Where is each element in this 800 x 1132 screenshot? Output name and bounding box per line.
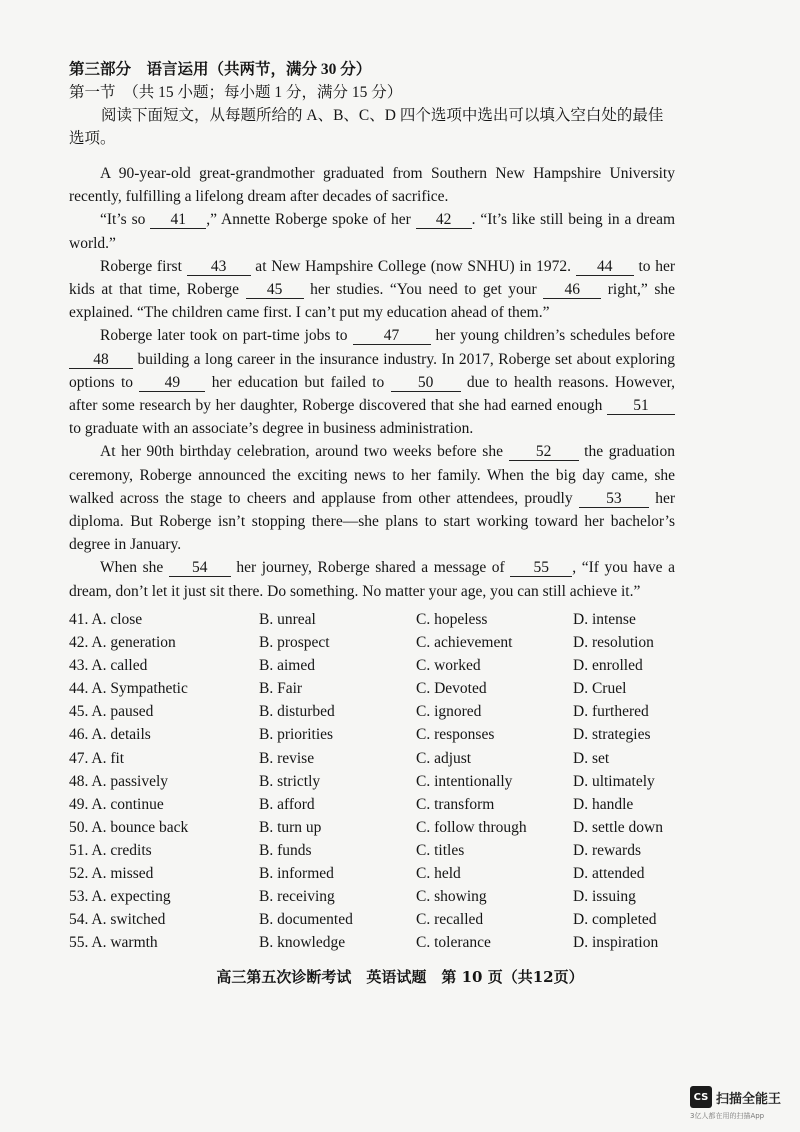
option-b: B. strictly <box>259 772 321 790</box>
question-row <box>69 773 689 796</box>
option-b: B. knowledge <box>259 934 346 952</box>
cloze-passage <box>69 162 675 603</box>
paragraph-5 <box>69 440 675 556</box>
question-row <box>69 703 689 726</box>
option-b: B. afford <box>259 795 315 813</box>
option-c: C. Devoted <box>416 680 487 698</box>
text: her diploma. But Roberge isn’t stopping there—she plans to start working toward her bachelor’s degree in January. <box>69 489 676 554</box>
text: ,” Annette Roberge spoke of her <box>206 211 416 229</box>
option-b: B. turn up <box>259 818 322 836</box>
blank-55: 55 <box>510 559 572 577</box>
option-b: B. aimed <box>259 657 315 675</box>
subsection-title: 第一节 （共 15 小题；每小题 1 分，满分 15 分） <box>69 84 403 101</box>
text: building a long career in the insurance industry. In 2017, Roberge set about exploring options to <box>69 350 675 391</box>
option-a: 50. A. bounce back <box>69 818 189 836</box>
blank-52: 52 <box>509 443 579 461</box>
blank-53: 53 <box>579 490 649 508</box>
paragraph-1 <box>69 162 675 208</box>
option-b: B. documented <box>259 911 353 929</box>
blank-41: 41 <box>150 211 206 229</box>
question-row <box>69 634 689 657</box>
option-d: D. completed <box>573 911 657 929</box>
option-d: D. settle down <box>573 818 663 836</box>
option-c: C. ignored <box>416 703 482 721</box>
text: her young children’s schedules before <box>430 327 675 345</box>
text: due to health reasons. However, after some research by her daughter, Roberge discovered that she had earned enough <box>69 373 675 415</box>
question-row <box>69 680 689 703</box>
option-b: B. funds <box>259 841 312 859</box>
paragraph-4 <box>69 324 675 440</box>
option-a: 46. A. details <box>69 726 151 744</box>
scanner-watermark <box>690 1086 781 1108</box>
option-b: B. prospect <box>259 634 330 652</box>
answer-options <box>69 611 689 957</box>
blank-46: 46 <box>543 281 601 299</box>
text: right,” she explained. “The children came first. I can’t put my education ahead of them.” <box>69 281 675 322</box>
option-b: B. priorities <box>259 726 334 744</box>
text: her journey, Roberge shared a message of <box>230 559 511 577</box>
paragraph-2 <box>69 208 675 254</box>
question-row <box>69 934 689 957</box>
option-c: C. tolerance <box>416 934 491 952</box>
option-a: 55. A. warmth <box>69 934 158 952</box>
option-a: 51. A. credits <box>69 841 152 859</box>
option-a: 52. A. missed <box>69 865 154 883</box>
text: Roberge first <box>100 257 187 275</box>
question-row <box>69 819 689 842</box>
instructions-line-1: 阅读下面短文，从每题所给的 A、B、C、D 四个选项中选出可以填入空白处的最佳 <box>101 107 664 124</box>
text: her studies. “You need to get your <box>303 281 544 299</box>
camscanner-icon: CS <box>690 1086 712 1108</box>
option-d: D. intense <box>573 611 636 628</box>
text: the graduation ceremony, Roberge announced the exciting news to her family. When the big day came, she walked across the stage to cheers and applause from other attendees, proudly <box>69 443 675 507</box>
watermark-tagline: 3亿人都在用的扫描App <box>690 1112 765 1120</box>
option-a: 44. A. Sympathetic <box>69 680 188 698</box>
question-row <box>69 888 689 911</box>
section-title: 第三部分 语言运用（共两节，满分 30 分） <box>69 61 372 78</box>
option-c: C. held <box>416 865 461 883</box>
blank-50: 50 <box>391 374 461 392</box>
option-d: D. set <box>573 749 610 767</box>
blank-54: 54 <box>169 559 231 577</box>
question-row <box>69 911 689 934</box>
blank-48: 48 <box>69 351 133 369</box>
option-b: B. Fair <box>259 680 303 698</box>
option-d: D. attended <box>573 865 645 883</box>
option-d: D. ultimately <box>573 772 655 790</box>
blank-49: 49 <box>139 374 205 392</box>
question-row <box>69 726 689 749</box>
option-c: C. follow through <box>416 818 527 836</box>
question-row <box>69 657 689 680</box>
option-d: D. rewards <box>573 841 642 859</box>
blank-47: 47 <box>353 327 431 345</box>
option-d: D. strategies <box>573 726 651 744</box>
question-row <box>69 796 689 819</box>
option-a: 43. A. called <box>69 657 148 675</box>
option-d: D. resolution <box>573 634 654 652</box>
text: “It’s so <box>100 211 151 229</box>
option-a: 53. A. expecting <box>69 888 171 906</box>
option-a: 54. A. switched <box>69 911 166 929</box>
option-b: B. revise <box>259 749 315 767</box>
text: Roberge later took on part-time jobs to <box>100 327 353 345</box>
option-a: 49. A. continue <box>69 795 164 813</box>
option-b: B. unreal <box>259 611 316 628</box>
paragraph-3 <box>69 255 675 325</box>
text: A 90-year-old great-grandmother graduated from Southern New Hampshire University recently, fulfilling a lifelong dream after decades of sacrifice. <box>69 165 675 206</box>
option-b: B. informed <box>259 865 334 883</box>
option-d: D. inspiration <box>573 934 659 952</box>
text: . “It’s like still being in a dream world.” <box>69 211 676 252</box>
option-c: C. titles <box>416 841 465 859</box>
text: at New Hampshire College (now SNHU) in 1972. <box>250 257 576 275</box>
option-d: D. issuing <box>573 888 636 906</box>
watermark-name: 扫描全能王 <box>716 1091 782 1107</box>
option-c: C. responses <box>416 726 495 744</box>
question-row <box>69 750 689 773</box>
question-row <box>69 865 689 888</box>
option-b: B. disturbed <box>259 703 335 721</box>
text: her education but failed to <box>205 373 391 391</box>
instructions-line-2: 选项。 <box>69 130 116 147</box>
option-a: 45. A. paused <box>69 703 154 721</box>
option-a: 48. A. passively <box>69 772 169 790</box>
question-row <box>69 842 689 865</box>
option-c: C. worked <box>416 657 481 675</box>
option-c: C. adjust <box>416 749 472 767</box>
blank-42: 42 <box>416 211 472 229</box>
text: When she <box>100 559 169 577</box>
text: to graduate with an associate’s degree in business administration. <box>69 420 474 438</box>
text: , “If you have a dream, don’t let it just sit there. Do something. No matter your age, you can still achieve it.” <box>69 559 675 600</box>
option-c: C. recalled <box>416 911 484 929</box>
option-d: D. furthered <box>573 703 649 721</box>
text: At her 90th birthday celebration, around two weeks before she <box>100 443 509 461</box>
option-a: 47. A. fit <box>69 749 125 767</box>
option-b: B. receiving <box>259 888 335 906</box>
option-a: 42. A. generation <box>69 634 176 652</box>
blank-45: 45 <box>246 281 304 299</box>
blank-43: 43 <box>187 258 251 276</box>
paragraph-6 <box>69 556 675 602</box>
option-c: C. showing <box>416 888 487 906</box>
option-c: C. achievement <box>416 634 513 652</box>
option-c: C. transform <box>416 795 495 813</box>
blank-51: 51 <box>607 397 675 415</box>
option-d: D. handle <box>573 795 634 813</box>
option-d: D. enrolled <box>573 657 643 675</box>
blank-44: 44 <box>576 258 634 276</box>
question-row <box>69 611 689 634</box>
option-c: C. intentionally <box>416 772 513 790</box>
option-c: C. hopeless <box>416 611 488 628</box>
page-footer: 高三第五次诊断考试 英语试题 第 10 页（共12页） <box>216 968 584 986</box>
text: to her kids at that time, Roberge <box>69 257 675 299</box>
option-d: D. Cruel <box>573 680 627 698</box>
option-a: 41. A. close <box>69 611 143 628</box>
